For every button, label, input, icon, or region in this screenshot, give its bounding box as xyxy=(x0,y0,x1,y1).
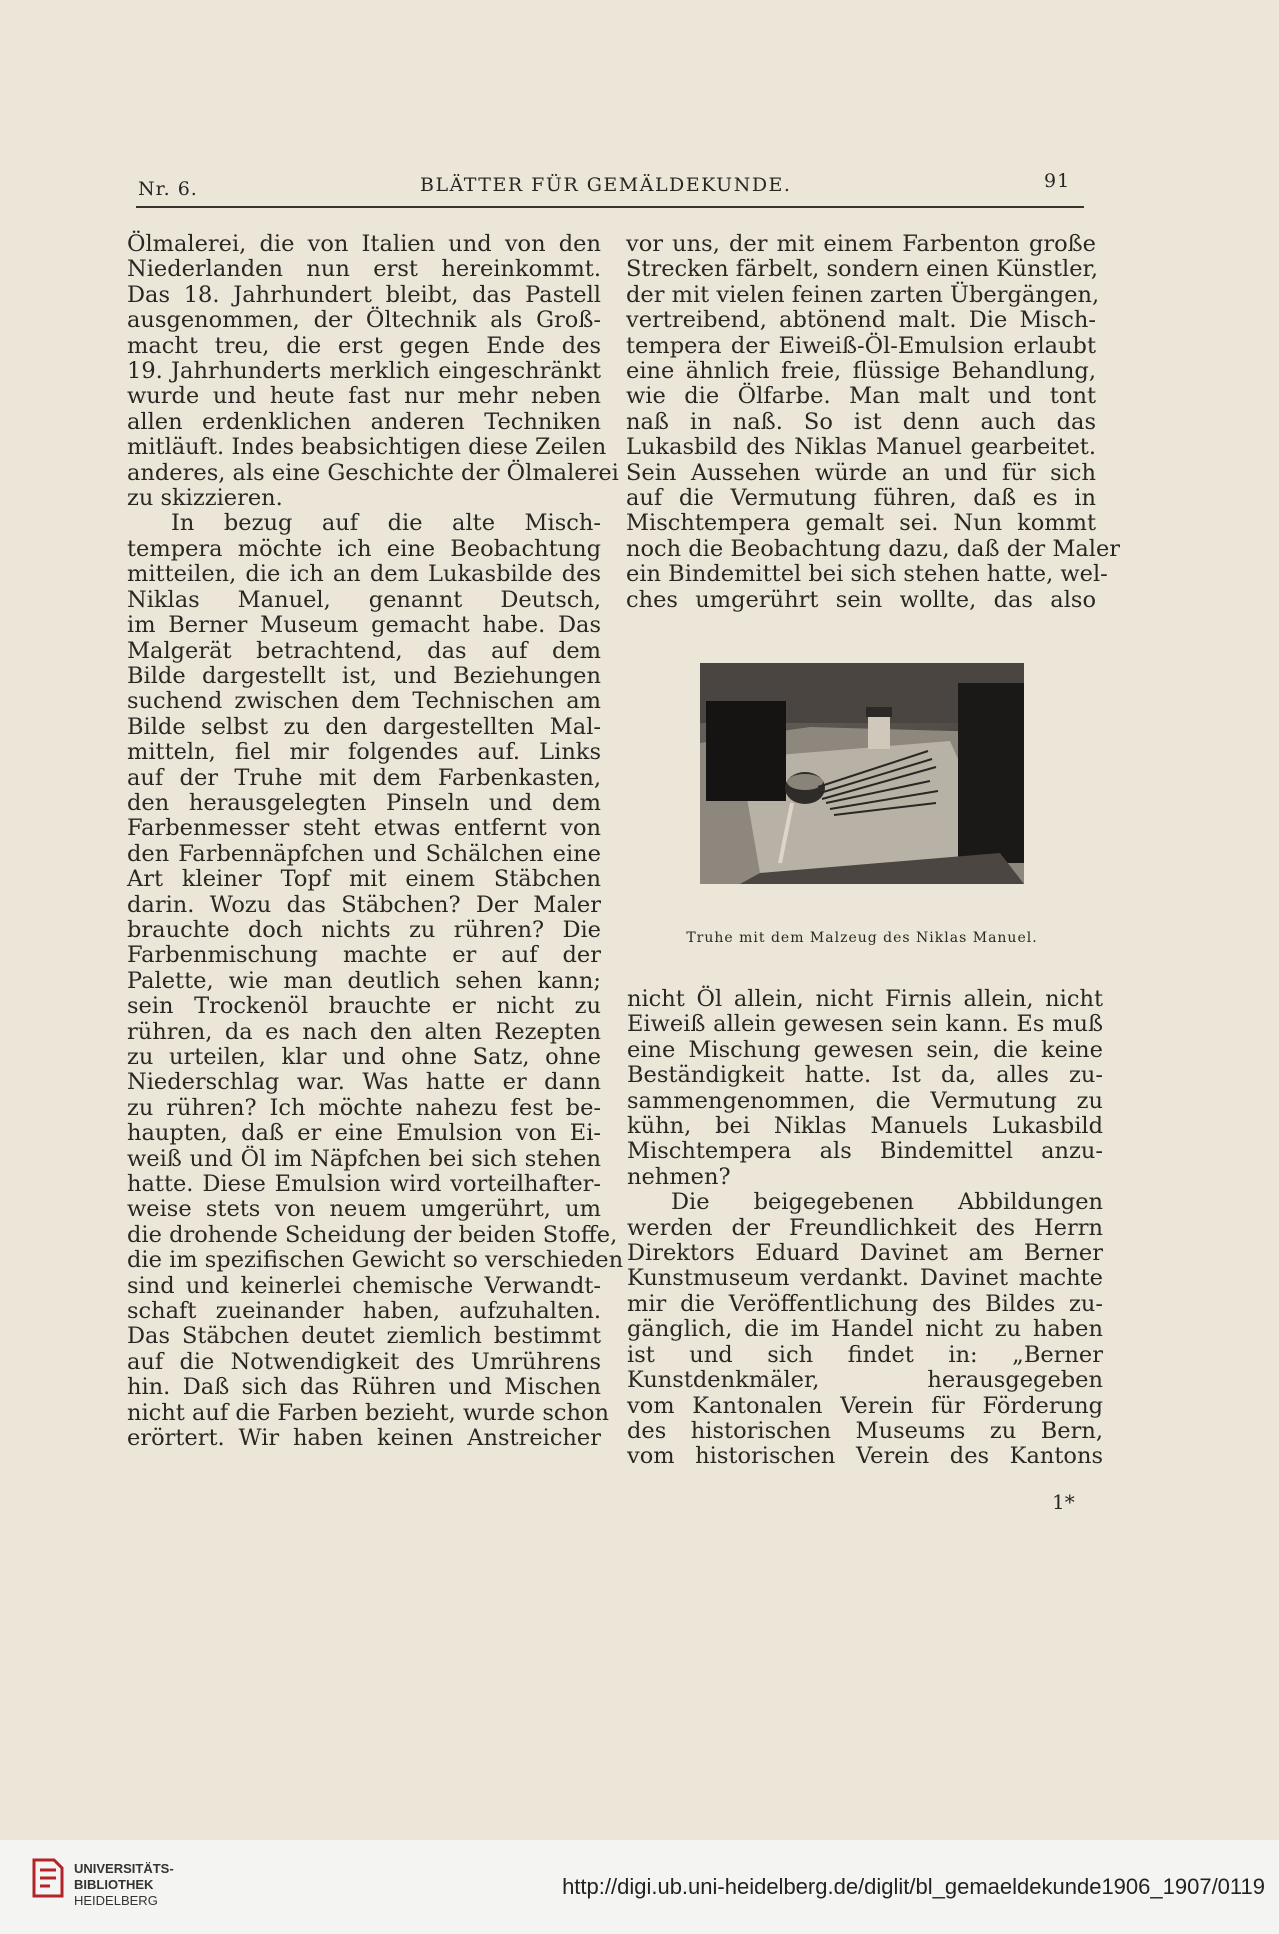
figure-photo xyxy=(700,663,1024,884)
text-line: sammengenommen, die Vermutung zu xyxy=(627,1087,1103,1114)
text-line: den Farbennäpfchen und Schälchen eine xyxy=(127,840,601,867)
text-line: allen erdenklichen anderen Techniken xyxy=(127,408,601,435)
text-line: Palette, wie man deutlich sehen kann; xyxy=(127,967,601,994)
text-line: macht treu, die erst gegen Ende des xyxy=(127,332,601,359)
text-line: Mischtempera gemalt sei. Nun kommt xyxy=(626,510,1096,537)
text-line: tempera möchte ich eine Beobachtung xyxy=(127,535,601,562)
text-line: noch die Beobachtung dazu, daß der Maler xyxy=(626,535,1121,562)
library-logo-icon[interactable] xyxy=(28,1856,68,1900)
text-line: im Berner Museum gemacht habe. Das xyxy=(127,612,601,639)
text-line: Art kleiner Topf mit einem Stäbchen xyxy=(127,866,601,893)
text-line: Niklas Manuel, genannt Deutsch, xyxy=(127,586,601,613)
text-line: des historischen Museums zu Bern, xyxy=(627,1417,1103,1444)
library-name[interactable] xyxy=(74,1861,174,1909)
left-column xyxy=(127,231,624,1452)
text-line: die drohende Scheidung der beiden Stoffe, xyxy=(127,1221,618,1248)
header-rule xyxy=(136,206,1084,208)
library-line-2: BIBLIOTHEK xyxy=(74,1877,154,1892)
text-line: anderes, als eine Geschichte der Ölmalerei xyxy=(127,459,619,486)
figure-caption: Truhe mit dem Malzeug des Niklas Manuel. xyxy=(686,930,1038,946)
text-line: mitteln, fiel mir folgendes auf. Links xyxy=(127,739,601,766)
text-line: In bezug auf die alte Misch- xyxy=(171,510,601,537)
journal-title: BLÄTTER FÜR GEMÄLDEKUNDE. xyxy=(420,174,792,196)
text-line: ausgenommen, der Öltechnik als Groß- xyxy=(127,307,601,334)
text-line: den herausgelegten Pinseln und dem xyxy=(127,789,601,816)
right-column-top xyxy=(626,231,1121,613)
text-line: vom Kantonalen Verein für Förderung xyxy=(627,1392,1103,1419)
text-line: auf die Notwendigkeit des Umrührens xyxy=(127,1348,601,1375)
text-line: suchend zwischen dem Technischen am xyxy=(127,688,601,715)
chest-with-painting-tools-image xyxy=(700,663,1024,884)
text-line: Farbenmischung machte er auf der xyxy=(127,942,601,969)
issue-number: Nr. 6. xyxy=(138,178,198,200)
library-line-3: HEIDELBERG xyxy=(74,1893,158,1908)
text-line: nicht Öl allein, nicht Firnis allein, nicht xyxy=(627,986,1103,1012)
text-line: Kunstmuseum verdankt. Davinet machte xyxy=(627,1265,1103,1292)
text-line: kühn, bei Niklas Manuels Lukasbild xyxy=(627,1113,1103,1140)
text-line: Niederlanden nun erst hereinkommt. xyxy=(127,256,601,283)
text-line: Sein Aussehen würde an und für sich xyxy=(626,459,1096,486)
text-line: Beständigkeit hatte. Ist da, alles zu- xyxy=(627,1062,1103,1089)
text-line: darin. Wozu das Stäbchen? Der Maler xyxy=(127,891,601,918)
text-line: Das Stäbchen deutet ziemlich bestimmt xyxy=(127,1323,601,1350)
right-column-bottom xyxy=(627,987,1103,1470)
library-line-1: UNIVERSITÄTS- xyxy=(74,1861,174,1876)
text-line: Direktors Eduard Davinet am Berner xyxy=(627,1240,1103,1267)
text-line: der mit vielen feinen zarten Übergängen, xyxy=(626,281,1100,308)
running-header xyxy=(136,170,1086,204)
text-line: erörtert. Wir haben keinen Anstreicher xyxy=(127,1425,601,1452)
text-line: werden der Freundlichkeit des Herrn xyxy=(627,1214,1103,1241)
text-line: zu rühren? Ich möchte nahezu fest be- xyxy=(127,1094,601,1121)
text-line: gänglich, die im Handel nicht zu haben xyxy=(627,1316,1103,1343)
text-line: auf die Vermutung führen, daß es in xyxy=(626,485,1096,512)
text-line: Eiweiß allein gewesen sein kann. Es muß xyxy=(627,1011,1103,1038)
text-line: die im spezifischen Gewicht so verschieden xyxy=(127,1247,624,1274)
text-line: Kunstdenkmäler, herausgegeben xyxy=(627,1367,1103,1394)
text-line: ist und sich findet in: „Berner xyxy=(627,1341,1103,1368)
text-line: sein Trockenöl brauchte er nicht zu xyxy=(127,993,601,1020)
text-line: hin. Daß sich das Rühren und Mischen xyxy=(127,1374,601,1401)
text-line: haupten, daß er eine Emulsion von Ei- xyxy=(127,1120,601,1147)
text-line: Niederschlag war. Was hatte er dann xyxy=(127,1069,601,1096)
text-line: Farbenmesser steht etwas entfernt von xyxy=(127,815,601,842)
text-line: Bilde selbst zu den dargestellten Mal- xyxy=(127,713,601,740)
text-line: eine Mischung gewesen sein, die keine xyxy=(627,1036,1103,1063)
text-line: schaft zueinander haben, aufzuhalten. xyxy=(127,1298,601,1325)
text-line: mitteilen, die ich an dem Lukasbilde des xyxy=(127,561,601,588)
text-line: hatte. Diese Emulsion wird vorteilhafter- xyxy=(127,1171,601,1198)
text-line: 19. Jahrhunderts merklich eingeschränkt xyxy=(127,358,601,385)
text-line: weise stets von neuem umgerührt, um xyxy=(127,1196,601,1223)
text-line: nehmen? xyxy=(627,1163,731,1190)
text-line: ein Bindemittel bei sich stehen hatte, wel- xyxy=(626,561,1108,588)
text-line: mir die Veröffentlichung des Bildes zu- xyxy=(627,1290,1103,1317)
document-url-link[interactable]: http://digi.ub.uni-heidelberg.de/diglit/bl_gemaeldekunde1906_1907/0119 xyxy=(562,1874,1265,1899)
text-line: zu urteilen, klar und ohne Satz, ohne xyxy=(127,1044,601,1070)
text-line: Die beigegebenen Abbildungen xyxy=(671,1189,1103,1216)
text-line: zu skizzieren. xyxy=(127,485,283,512)
text-line: Bilde dargestellt ist, und Beziehungen xyxy=(127,662,601,689)
text-line: ches umgerührt sein wollte, das also xyxy=(626,586,1096,613)
text-line: Mischtempera als Bindemittel anzu- xyxy=(627,1138,1103,1165)
text-line: tempera der Eiweiß-Öl-Emulsion erlaubt xyxy=(626,332,1096,359)
text-line: nicht auf die Farben bezieht, wurde schon xyxy=(127,1399,610,1426)
text-line: naß in naß. So ist denn auch das xyxy=(626,408,1096,435)
text-line: rühren, da es nach den alten Rezepten xyxy=(127,1018,601,1045)
text-line: brauchte doch nichts zu rühren? Die xyxy=(127,916,601,943)
text-line: Ölmalerei, die von Italien und von den xyxy=(127,231,601,257)
signature-mark: 1* xyxy=(1052,1490,1075,1514)
text-line: auf der Truhe mit dem Farbenkasten, xyxy=(127,764,601,791)
text-line: vertreibend, abtönend malt. Die Misch- xyxy=(626,307,1096,334)
text-line: eine ähnlich freie, flüssige Behandlung, xyxy=(626,358,1096,385)
text-line: Das 18. Jahrhundert bleibt, das Pastell xyxy=(127,281,601,308)
text-line: Malgerät betrachtend, das auf dem xyxy=(127,637,601,664)
text-line: Strecken färbelt, sondern einen Künstler, xyxy=(626,256,1098,283)
text-line: vom historischen Verein des Kantons xyxy=(627,1443,1103,1470)
text-line: sind und keinerlei chemische Verwandt- xyxy=(127,1272,601,1299)
page-number: 91 xyxy=(1044,170,1071,192)
text-line: wurde und heute fast nur mehr neben xyxy=(127,383,601,410)
text-line: Lukasbild des Niklas Manuel gearbeitet. xyxy=(626,434,1096,461)
text-line: weiß und Öl im Näpfchen bei sich stehen xyxy=(127,1145,601,1172)
text-line: wie die Ölfarbe. Man malt und tont xyxy=(626,383,1096,410)
text-line: mitläuft. Indes beabsichtigen diese Zeilen xyxy=(127,434,607,461)
text-line: vor uns, der mit einem Farbenton große xyxy=(626,231,1096,257)
